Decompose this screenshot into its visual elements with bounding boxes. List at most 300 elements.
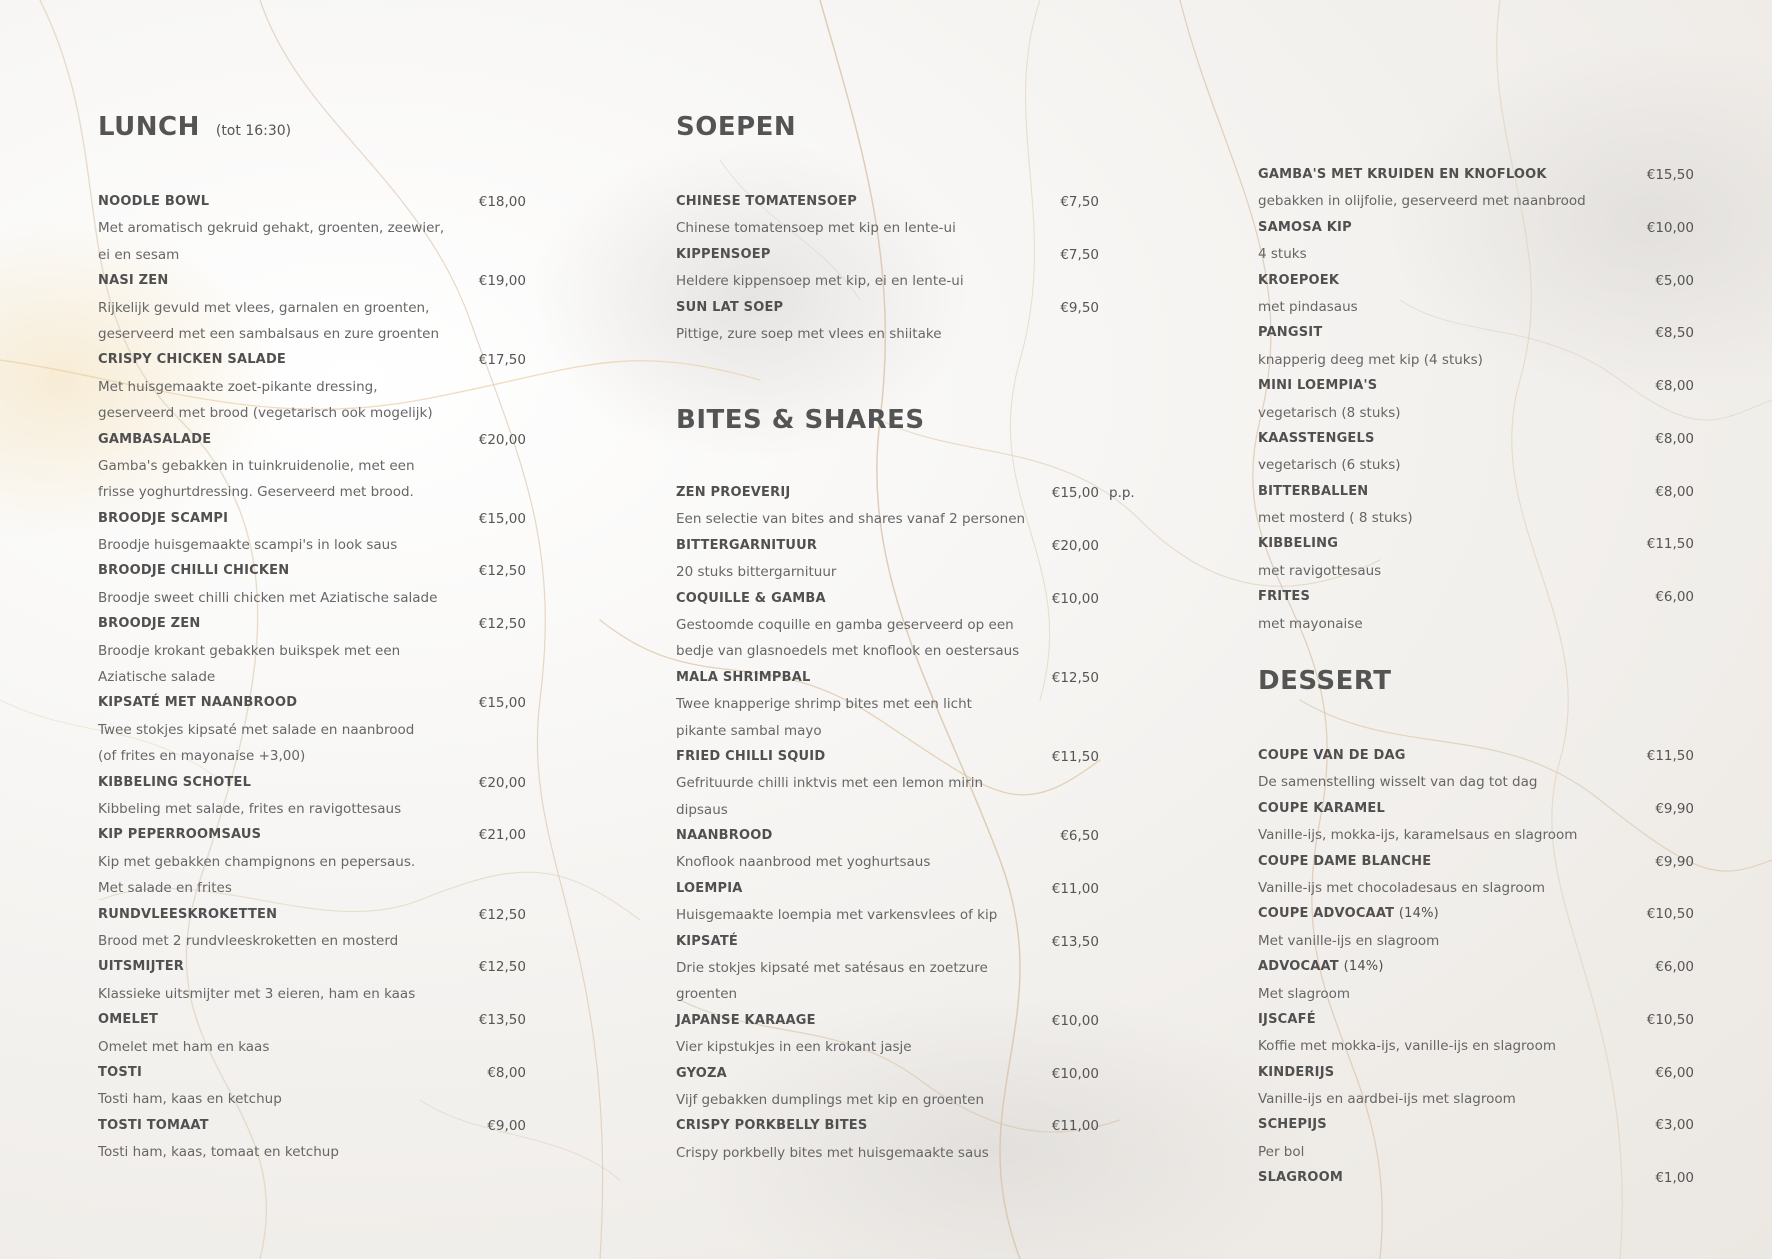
menu-item	[1258, 1112, 1694, 1165]
menu-item-price	[1655, 954, 1694, 980]
menu-item-name	[98, 558, 526, 584]
menu-item-price	[479, 506, 526, 532]
menu-item-price-text: €8,50	[1655, 325, 1694, 342]
menu-item-description: Kip met gebakken champignons en pepersaus.	[98, 853, 416, 870]
menu-item-name	[676, 242, 1099, 268]
menu-item-name-text: BITTERGARNITUUR	[676, 537, 818, 553]
menu-item-price	[1051, 480, 1135, 506]
menu-item-price-text: €9,90	[1655, 853, 1694, 870]
menu-item-description: Gestoomde coquille en gamba geserveerd op een	[676, 616, 1014, 633]
menu-item-name-text: NAANBROOD	[676, 828, 773, 844]
menu-item-description: Heldere kippensoep met kip, ei en lente-ui	[676, 273, 964, 290]
menu-item-name-text: KINDERIJS	[1258, 1064, 1335, 1080]
menu-item-description: geserveerd met brood (vegetarisch ook mogelijk)	[98, 405, 433, 422]
menu-item-description: met ravigottesaus	[1258, 562, 1382, 579]
menu-item-price-text: €12,50	[1051, 669, 1099, 686]
menu-item-alcohol-note: (14%)	[1398, 906, 1439, 922]
menu-item	[676, 480, 1135, 533]
menu-item-name-text: JAPANSE KARAAGE	[676, 1012, 816, 1028]
menu-item-price	[1647, 531, 1694, 557]
menu-item-name	[1258, 796, 1694, 822]
menu-item	[98, 427, 526, 506]
menu-item-description: frisse yoghurtdressing. Geserveerd met brood.	[98, 484, 414, 501]
menu-item-price-text: €8,00	[1655, 378, 1694, 395]
menu-item-price	[1052, 1008, 1099, 1034]
menu-item-price-text: €12,50	[478, 959, 526, 976]
menu-item-price-text: €12,50	[478, 563, 526, 580]
menu-item-price	[479, 347, 526, 373]
menu-item-name	[1258, 1165, 1694, 1191]
menu-item	[1258, 1165, 1694, 1191]
menu-item-price	[1655, 268, 1694, 294]
menu-item-description: Aziatische salade	[98, 669, 216, 686]
menu-item-price-text: €6,50	[1060, 828, 1099, 845]
menu-item-name	[1258, 531, 1694, 557]
menu-item	[676, 189, 1099, 242]
menu-item	[1258, 215, 1694, 268]
menu-item	[1258, 426, 1694, 479]
menu-item-price-text: €8,00	[487, 1064, 526, 1081]
menu-item-price-text: €18,00	[478, 194, 526, 210]
menu-item-name-text: SLAGROOM	[1258, 1170, 1344, 1186]
menu-item	[98, 770, 526, 823]
menu-item-price	[1655, 373, 1694, 399]
menu-item	[98, 1060, 526, 1113]
menu-item-price-text: €6,00	[1655, 1064, 1694, 1081]
menu-item-description: Knoflook naanbrood met yoghurtsaus	[676, 854, 931, 871]
menu-item-price	[479, 822, 526, 848]
menu-item	[1258, 268, 1694, 321]
menu-item-price	[1052, 533, 1099, 559]
menu-item-name	[676, 744, 1099, 770]
menu-item-description: Drie stokjes kipsaté met satésaus en zoetzure	[676, 960, 988, 977]
menu-item-name-text: NASI ZEN	[98, 273, 169, 289]
menu-item-price-text: €10,50	[1646, 906, 1694, 923]
menu-item-price-text: €6,00	[1655, 589, 1694, 606]
menu-item	[1258, 320, 1694, 373]
menu-item-name	[98, 954, 526, 980]
menu-item-name	[676, 823, 1099, 849]
menu-item-description: Omelet met ham en kaas	[98, 1038, 270, 1055]
menu-item-name-text: COUPE ADVOCAAT	[1258, 906, 1395, 922]
menu-item-price-text: €15,00	[478, 510, 526, 527]
menu-item-price	[1647, 215, 1694, 241]
menu-item	[98, 1007, 526, 1060]
menu-item-name	[1258, 954, 1694, 980]
menu-item-per-person: p.p.	[1109, 485, 1135, 501]
menu-item-description: groenten	[676, 986, 738, 1003]
menu-item-description: Vijf gebakken dumplings met kip en groenten	[676, 1091, 985, 1108]
menu-item-name-text: COQUILLE & GAMBA	[676, 590, 826, 606]
menu-item-name-text: COUPE VAN DE DAG	[1258, 748, 1406, 763]
menu-item	[1258, 1060, 1694, 1113]
menu-item	[676, 295, 1099, 348]
menu-item-description: 4 stuks	[1258, 246, 1307, 263]
menu-item-price	[1655, 584, 1694, 610]
menu-item-name	[98, 427, 526, 453]
bites-item-list	[676, 480, 1135, 1166]
menu-item-name	[1258, 373, 1694, 399]
menu-item-price	[479, 427, 526, 453]
menu-item-name-text: LOEMPIA	[676, 880, 743, 896]
menu-item-description: Huisgemaakte loempia met varkensvlees of kip	[676, 907, 998, 924]
menu-item-price-text: €9,90	[1655, 800, 1694, 817]
menu-item-price	[1060, 295, 1099, 321]
menu-item-price-text: €10,00	[1646, 219, 1694, 236]
menu-item-description: De samenstelling wisselt van dag tot dag	[1258, 774, 1538, 791]
menu-item-price	[1052, 1113, 1099, 1139]
menu-item	[1258, 373, 1694, 426]
menu-item-price-text: €9,00	[487, 1117, 526, 1134]
menu-item-description: Broodje huisgemaakte scampi's in look saus	[98, 537, 398, 554]
menu-item-name	[98, 1007, 526, 1033]
menu-item-price	[1655, 320, 1694, 346]
menu-item-name-text: IJSCAFÉ	[1258, 1011, 1316, 1027]
menu-item-price	[1060, 189, 1099, 215]
menu-item-name	[676, 533, 1099, 559]
menu-item	[676, 1113, 1099, 1166]
menu-item-name	[98, 189, 526, 215]
menu-item-name-text: KIBBELING SCHOTEL	[98, 774, 252, 790]
menu-item	[676, 823, 1099, 876]
menu-item-name-text: BROODJE SCAMPI	[98, 510, 229, 526]
menu-item-price-text: €6,00	[1655, 959, 1694, 976]
menu-item-price-text: €7,50	[1060, 246, 1099, 263]
menu-item	[1258, 584, 1694, 637]
menu-item-name-text: CRISPY CHICKEN SALADE	[98, 352, 287, 368]
menu-item	[98, 611, 526, 690]
menu-item	[1258, 901, 1694, 954]
menu-item-name-text: CRISPY PORKBELLY BITES	[676, 1118, 868, 1134]
menu-item-description: 20 stuks bittergarnituur	[676, 564, 837, 581]
menu-item	[676, 1008, 1099, 1061]
menu-item-price	[479, 189, 526, 215]
menu-item	[1258, 162, 1694, 215]
menu-item-name	[1258, 584, 1694, 610]
menu-item-price	[479, 902, 526, 928]
menu-item-name-text: UITSMIJTER	[98, 959, 184, 975]
menu-item-description: met pindasaus	[1258, 298, 1358, 315]
dessert-heading: DESSERT	[1258, 666, 1392, 696]
menu-item-price-text: €1,00	[1655, 1170, 1694, 1187]
menu-item-name-text: BROODJE ZEN	[98, 616, 201, 632]
menu-item-price	[487, 1113, 526, 1139]
menu-item-description: vegetarisch (8 stuks)	[1258, 404, 1401, 421]
menu-item-price-text: €12,50	[478, 906, 526, 923]
menu-item-name	[676, 876, 1099, 902]
menu-item-name-text: COUPE KARAMEL	[1258, 800, 1385, 816]
menu-item-description: Brood met 2 rundvleeskroketten en mosterd	[98, 932, 399, 949]
menu-item-description: Tosti ham, kaas, tomaat en ketchup	[98, 1144, 339, 1161]
menu-item-price	[1655, 849, 1694, 875]
menu-item-name-text: ZEN PROEVERIJ	[676, 485, 791, 500]
menu-item	[676, 586, 1099, 665]
menu-item-price	[1647, 743, 1694, 769]
menu-item-price-text: €10,50	[1646, 1011, 1694, 1028]
menu-item-price	[1655, 479, 1694, 505]
menu-item-price-text: €17,50	[478, 352, 526, 369]
menu-item-name	[676, 665, 1099, 691]
menu-item-name	[1258, 426, 1694, 452]
menu-item-name-text: OMELET	[98, 1012, 159, 1028]
menu-item-price-text: €7,50	[1060, 194, 1099, 210]
menu-item	[676, 665, 1099, 744]
menu-item-name-text: ADVOCAAT	[1258, 959, 1339, 975]
menu-item	[1258, 479, 1694, 532]
menu-item-name-text: MALA SHRIMPBAL	[676, 669, 811, 685]
menu-item-description: Met aromatisch gekruid gehakt, groenten, zeewier,	[98, 220, 445, 237]
bites-heading: BITES & SHARES	[676, 405, 925, 435]
menu-item-name	[676, 189, 1099, 215]
menu-item-description: Broodje krokant gebakken buikspek met een	[98, 642, 401, 659]
menu-item-description: Vanille-ijs met chocoladesaus en slagroom	[1258, 879, 1546, 896]
menu-item-name-text: TOSTI TOMAAT	[98, 1117, 209, 1133]
menu-item	[98, 506, 526, 559]
menu-item-price	[1052, 1061, 1099, 1087]
menu-item-price-text: €15,50	[1646, 167, 1694, 183]
menu-item-name	[1258, 479, 1694, 505]
soepen-item-list	[676, 189, 1099, 347]
menu-item-price	[479, 268, 526, 294]
menu-item-name-text: BROODJE CHILLI CHICKEN	[98, 563, 290, 579]
menu-item-price-text: €20,00	[478, 774, 526, 791]
menu-item-price-text: €12,50	[478, 616, 526, 633]
menu-item-name-text: MINI LOEMPIA'S	[1258, 378, 1378, 394]
menu-item-description: Broodje sweet chilli chicken met Aziatische salade	[98, 589, 438, 606]
menu-item-price-text: €20,00	[1051, 537, 1099, 554]
menu-item-description: knapperig deeg met kip (4 stuks)	[1258, 351, 1483, 368]
menu-item-price-text: €10,00	[1051, 590, 1099, 607]
menu-item-name-text: COUPE DAME BLANCHE	[1258, 853, 1432, 869]
menu-item	[1258, 796, 1694, 849]
menu-item-name	[98, 611, 526, 637]
menu-item-price	[1655, 1112, 1694, 1138]
menu-item	[1258, 1007, 1694, 1060]
menu-item-name	[676, 929, 1099, 955]
menu-item-name-text: KAASSTENGELS	[1258, 430, 1375, 446]
menu-item-price	[1060, 242, 1099, 268]
menu-item-name	[98, 506, 526, 532]
menu-item-description: Gefrituurde chilli inktvis met een lemon mirin	[676, 775, 984, 792]
menu-item	[676, 242, 1099, 295]
menu-item-price-text: €20,00	[478, 431, 526, 448]
lunch-heading	[98, 112, 291, 142]
menu-item-description: Met salade en frites	[98, 880, 232, 897]
menu-item-name	[1258, 901, 1694, 927]
menu-item-price-text: €8,00	[1655, 483, 1694, 500]
lunch-item-list	[98, 189, 526, 1165]
menu-item-description: (of frites en mayonaise +3,00)	[98, 748, 306, 765]
menu-item-price-text: €15,00	[1051, 485, 1099, 501]
menu-item-price-text: €19,00	[478, 273, 526, 290]
menu-item	[676, 533, 1099, 586]
menu-item-name	[676, 1008, 1099, 1034]
menu-item-name	[1258, 1060, 1694, 1086]
menu-item-price-text: €10,00	[1051, 1012, 1099, 1029]
menu-item-description: vegetarisch (6 stuks)	[1258, 457, 1401, 474]
menu-item-name-text: KROEPOEK	[1258, 272, 1340, 288]
bites-cont-item-list	[1258, 162, 1694, 637]
menu-item-name-text: RUNDVLEESKROKETTEN	[98, 906, 278, 922]
menu-item	[1258, 743, 1694, 796]
menu-item	[1258, 954, 1694, 1007]
menu-item-name	[1258, 320, 1694, 346]
menu-item-name-text: SAMOSA KIP	[1258, 219, 1352, 235]
menu-item-description: Klassieke uitsmijter met 3 eieren, ham en kaas	[98, 985, 416, 1002]
menu-item-name	[98, 1113, 526, 1139]
menu-item-description: Koffie met mokka-ijs, vanille-ijs en slagroom	[1258, 1038, 1556, 1055]
menu-item-name-text: CHINESE TOMATENSOEP	[676, 194, 857, 209]
menu-item-name-text: GAMBASALADE	[98, 431, 212, 447]
menu-item-price-text: €15,00	[478, 695, 526, 712]
menu-item	[676, 876, 1099, 929]
menu-item-price	[479, 690, 526, 716]
menu-item-description: Vanille-ijs en aardbei-ijs met slagroom	[1258, 1091, 1516, 1108]
menu-item-name-text: SUN LAT SOEP	[676, 299, 784, 315]
menu-item-description: geserveerd met een sambalsaus en zure groenten	[98, 325, 440, 342]
menu-item-price	[479, 558, 526, 584]
menu-item-name	[1258, 268, 1694, 294]
menu-item	[98, 189, 526, 268]
menu-item-name	[98, 690, 526, 716]
menu-item-price-text: €10,00	[1051, 1065, 1099, 1082]
menu-item-name	[98, 902, 526, 928]
menu-item-price-text: €8,00	[1655, 430, 1694, 447]
menu-item	[676, 929, 1099, 1008]
menu-item-price	[1052, 929, 1099, 955]
menu-item-name	[676, 1061, 1099, 1087]
menu-item-description: bedje van glasnoedels met knoflook en oestersaus	[676, 643, 1020, 660]
menu-item	[98, 954, 526, 1007]
menu-item-price-text: €9,50	[1060, 299, 1099, 316]
menu-item-name-text: FRITES	[1258, 589, 1311, 605]
menu-item-name-text: KIP PEPERROOMSAUS	[98, 827, 262, 843]
menu-item-name-text: NOODLE BOWL	[98, 194, 210, 209]
menu-item-price-text: €11,50	[1051, 748, 1099, 765]
menu-item	[1258, 531, 1694, 584]
menu-item-description: Crispy porkbelly bites met huisgemaakte saus	[676, 1144, 989, 1161]
menu-item-price-text: €13,50	[478, 1012, 526, 1029]
menu-item-name-text: KIBBELING	[1258, 536, 1339, 552]
menu-item-name	[676, 480, 1099, 506]
menu-item-price	[479, 954, 526, 980]
menu-item-price	[487, 1060, 526, 1086]
menu-item-price	[479, 770, 526, 796]
menu-item-price-text: €21,00	[478, 827, 526, 844]
menu-item-name	[1258, 162, 1694, 188]
menu-item-price	[479, 1007, 526, 1033]
menu-item-price	[1655, 1165, 1694, 1191]
menu-item-description: Pittige, zure soep met vlees en shiitake	[676, 325, 942, 342]
menu-item-name-text: KIPSATÉ MET NAANBROOD	[98, 695, 298, 711]
soepen-heading: SOEPEN	[676, 112, 797, 142]
menu-item-name	[1258, 743, 1694, 769]
menu-item-description: Chinese tomatensoep met kip en lente-ui	[676, 220, 956, 237]
menu-item-description: Met huisgemaakte zoet-pikante dressing,	[98, 378, 378, 395]
menu-item-description: Gamba's gebakken in tuinkruidenolie, met een	[98, 457, 415, 474]
menu-item-name	[676, 586, 1099, 612]
lunch-title: LUNCH	[98, 112, 200, 142]
menu-item-name-text: GAMBA'S MET KRUIDEN EN KNOFLOOK	[1258, 167, 1547, 182]
menu-item	[98, 902, 526, 955]
menu-item-price	[1052, 876, 1099, 902]
menu-item-price-text: €11,00	[1051, 880, 1099, 897]
menu-item-description: Twee knapperige shrimp bites met een licht	[676, 696, 972, 713]
menu-item-name-text: BITTERBALLEN	[1258, 483, 1369, 499]
menu-item-name-text: PANGSIT	[1258, 325, 1323, 341]
menu-item-description: Met vanille-ijs en slagroom	[1258, 932, 1440, 949]
menu-item-description: Twee stokjes kipsaté met salade en naanbrood	[98, 721, 415, 738]
menu-item-description: Vier kipstukjes in een krokant jasje	[676, 1039, 912, 1056]
menu-item-description: Een selectie van bites and shares vanaf 2 personen	[676, 511, 1026, 528]
menu-item-description: Vanille-ijs, mokka-ijs, karamelsaus en slagroom	[1258, 827, 1578, 844]
menu-item-name	[98, 1060, 526, 1086]
menu-item-name-text: FRIED CHILLI SQUID	[676, 748, 826, 764]
menu-item-name-text: GYOZA	[676, 1065, 727, 1081]
menu-item-name	[98, 822, 526, 848]
dessert-item-list	[1258, 743, 1694, 1192]
menu-item-description: Kibbeling met salade, frites en ravigottesaus	[98, 800, 402, 817]
menu-item-price	[1655, 796, 1694, 822]
menu-item-price	[1647, 162, 1694, 188]
menu-item-name	[1258, 1112, 1694, 1138]
menu-item-description: dipsaus	[676, 801, 728, 818]
menu-item-price	[1052, 586, 1099, 612]
menu-item-name	[98, 268, 526, 294]
menu-item-name	[98, 770, 526, 796]
menu-item-alcohol-note: (14%)	[1343, 959, 1384, 975]
menu-item-name-text: KIPPENSOEP	[676, 246, 771, 262]
menu-item-description: Rijkelijk gevuld met vlees, garnalen en groenten,	[98, 299, 430, 316]
menu-item-price	[1060, 823, 1099, 849]
menu-item	[676, 744, 1099, 823]
menu-item-description: pikante sambal mayo	[676, 722, 822, 739]
menu-item-name-text: TOSTI	[98, 1064, 142, 1080]
menu-item	[98, 558, 526, 611]
lunch-hours-note: (tot 16:30)	[215, 123, 292, 139]
menu-item-price-text: €11,50	[1646, 748, 1694, 764]
menu-item-description: Per bol	[1258, 1143, 1305, 1160]
menu-item-description: gebakken in olijfolie, geserveerd met naanbrood	[1258, 193, 1586, 210]
menu-item-description: met mosterd ( 8 stuks)	[1258, 510, 1413, 527]
menu-item-name	[676, 1113, 1099, 1139]
menu-item-price-text: €3,00	[1655, 1117, 1694, 1134]
menu-item	[98, 1113, 526, 1166]
menu-item-name	[98, 347, 526, 373]
menu-item-price-text: €11,00	[1051, 1118, 1099, 1135]
menu-item-name	[1258, 849, 1694, 875]
menu-item-name	[676, 295, 1099, 321]
menu-item	[98, 347, 526, 426]
menu-item-description: Met slagroom	[1258, 985, 1351, 1002]
menu-item	[98, 822, 526, 901]
menu-item-price	[1052, 744, 1099, 770]
menu-item-price	[1655, 426, 1694, 452]
menu-item-price	[479, 611, 526, 637]
menu-item-price	[1647, 1007, 1694, 1033]
menu-item	[98, 268, 526, 347]
menu-item-price	[1647, 901, 1694, 927]
menu-item-description: Tosti ham, kaas en ketchup	[98, 1091, 282, 1108]
menu-item	[98, 690, 526, 769]
menu-item-name-text: KIPSATÉ	[676, 933, 739, 949]
menu-item-price	[1655, 1060, 1694, 1086]
menu-item-name	[1258, 1007, 1694, 1033]
menu-item-description: ei en sesam	[98, 246, 180, 263]
menu-item-price-text: €13,50	[1051, 933, 1099, 950]
menu-item-price-text: €5,00	[1655, 272, 1694, 289]
menu-item	[676, 1061, 1099, 1114]
